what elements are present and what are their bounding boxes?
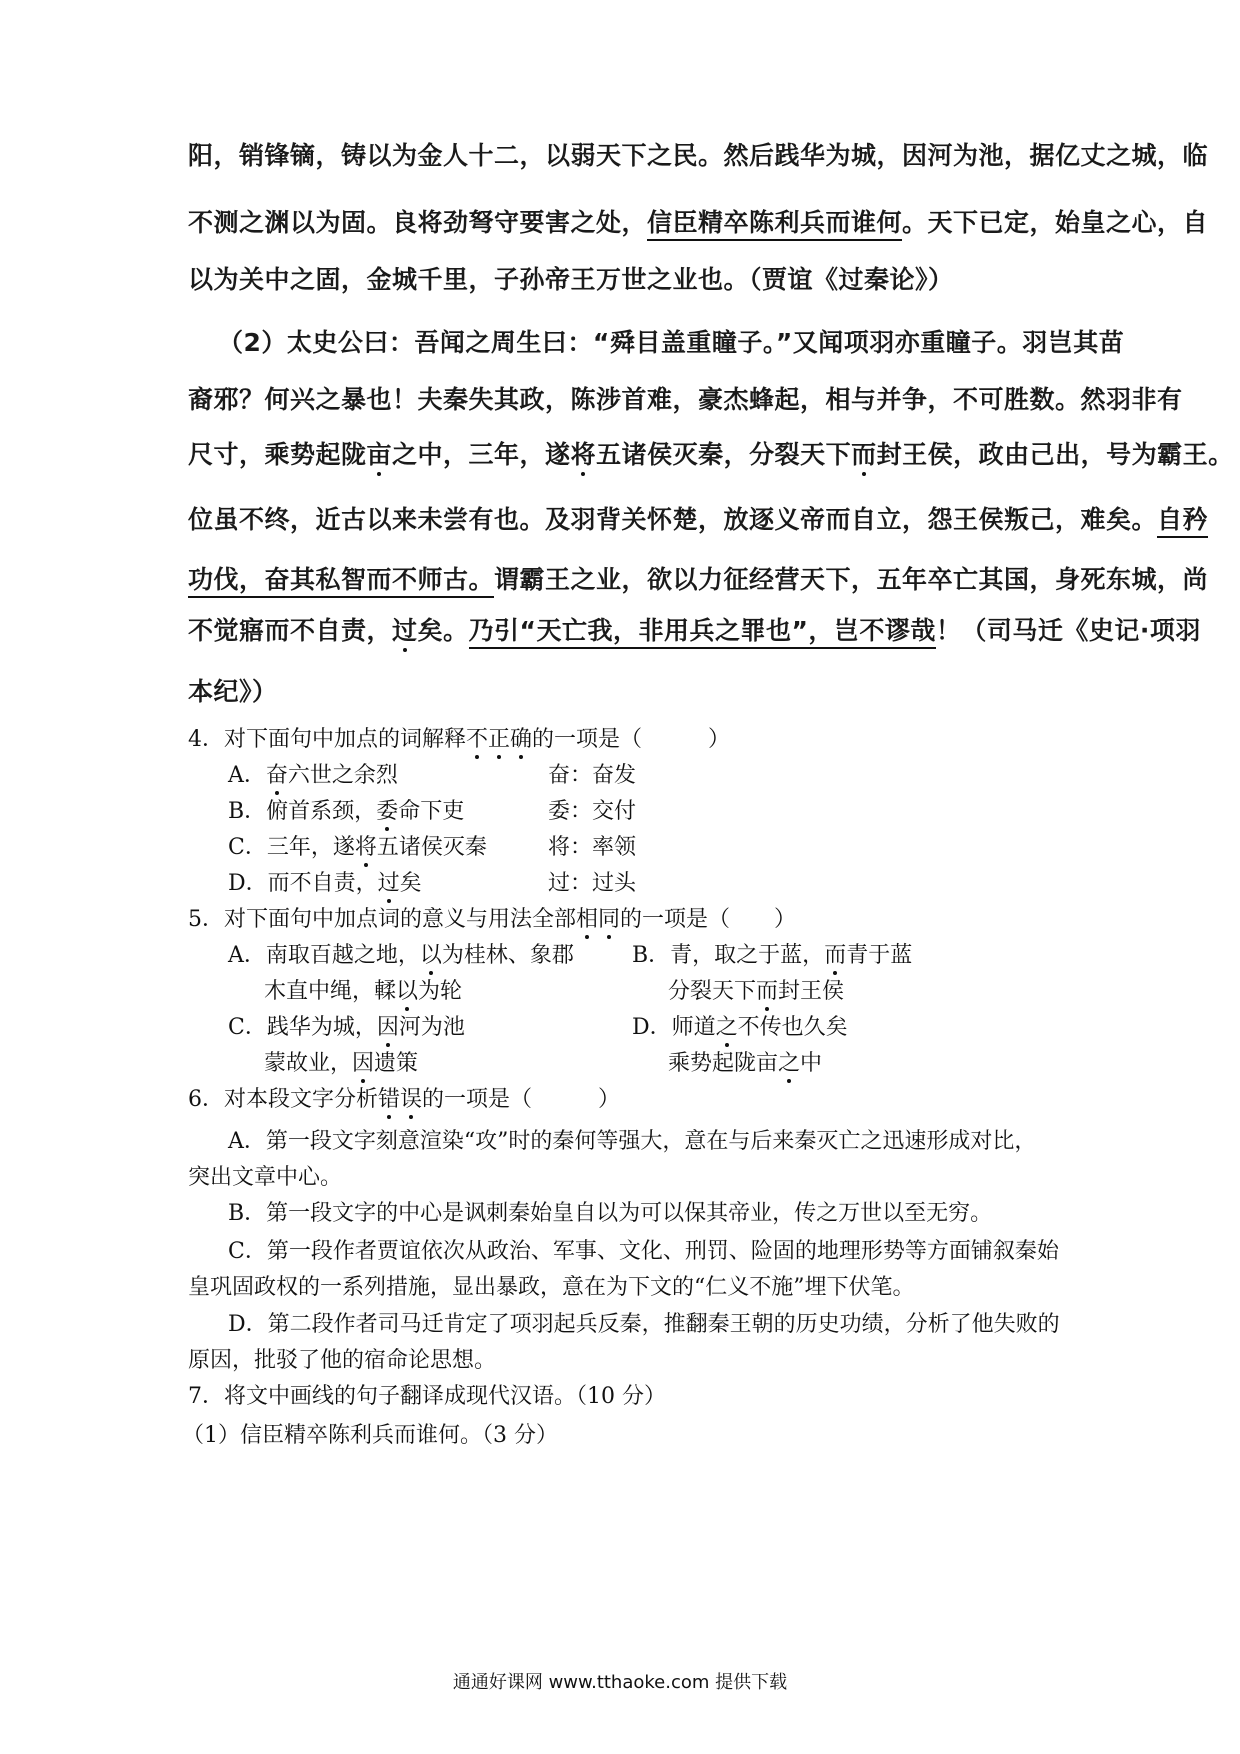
q6-option-a-line1: A．第一段文字刻意渲染“攻”时的秦何等强大，意在与后来秦灭亡之迅速形成对比， — [228, 1129, 1037, 1154]
text: 的一项是（ ） — [532, 727, 731, 752]
question-7-sub1: （1）信臣精卒陈利兵而谁何。（3 分） — [182, 1423, 558, 1448]
text: 不觉寤而不自责， — [188, 616, 393, 645]
question-4-stem — [188, 722, 730, 753]
underlined-sentence: 乃引“天亡我，非用兵之罪也”，岂不谬哉 — [469, 616, 936, 649]
text: 矣。 — [417, 616, 469, 645]
dotted-word: 确 — [510, 727, 533, 752]
text: 尺寸，乘势起陇 — [188, 440, 367, 469]
q4-option-c: C．三年，遂将五诸侯灭秦 — [228, 835, 487, 860]
passage-line: 裔邪？何兴之暴也！夫秦失其政，陈涉首难，豪杰蜂起，相与并争，不可胜数。然羽非有 — [188, 385, 1183, 414]
passage-line — [188, 560, 1208, 596]
dotted-word: 不 — [466, 727, 489, 752]
q4-option-d-explanation: 过：过头 — [548, 871, 637, 896]
text: 4．对下面句中加点的词解释 — [188, 727, 466, 752]
passage-line: 以为关中之固，金城千里，子孙帝王万世之业也。（贾谊《过秦论》） — [188, 265, 954, 294]
passage-line: （2）太史公曰：吾闻之周生曰：“舜目盖重瞳子。”又闻项羽亦重瞳子。羽岂其苗 — [218, 328, 1125, 357]
q5-option-b-line1: B．青，取之于蓝，而青于蓝 — [632, 943, 913, 968]
q4-option-d: D．而不自责，过矣 — [228, 871, 422, 896]
q4-option-a: A．奋六世之余烈 — [228, 763, 398, 788]
q6-option-d-line2: 原因，批驳了他的宿命论思想。 — [188, 1348, 497, 1373]
text: 不测之渊以为固。良将劲弩守要害之处， — [188, 208, 648, 237]
dotted-word: 过 — [392, 616, 418, 645]
text: ！（司马迁《史记·项羽 — [935, 616, 1201, 645]
text: 之中，三年，遂 — [392, 440, 571, 469]
q5-option-d-line2: 乘势起陇亩之中 — [668, 1051, 823, 1076]
q6-option-a-line2: 突出文章中心。 — [188, 1165, 343, 1190]
q5-option-a-line2: 木直中绳，輮以为轮 — [264, 979, 463, 1004]
page-footer: 通通好课网 www.tthaoke.com 提供下载 — [452, 1672, 788, 1693]
text: 五诸侯灭秦，分裂天下 — [596, 440, 852, 469]
q4-option-b-explanation: 委：交付 — [548, 799, 637, 824]
q4-option-c-explanation: 将：率领 — [548, 835, 637, 860]
text: 位虽不终，近古以来未尝有也。及羽背关怀楚，放逐义帝而自立，怨王侯叛己，难矣。 — [188, 505, 1158, 534]
q5-option-b-line2: 分裂天下而封王侯 — [668, 979, 845, 1004]
passage-line: 阳，销锋镝，铸以为金人十二，以弱天下之民。然后践华为城，因河为池，据亿丈之城，临 — [188, 141, 1209, 170]
question-6-stem: 6．对本段文字分析错误的一项是（ ） — [188, 1087, 621, 1112]
text: 封王侯，政由己出，号为霸王。 — [876, 440, 1234, 469]
passage-line — [188, 611, 1201, 647]
q4-option-a-explanation: 奋：奋发 — [548, 763, 637, 788]
dotted-word: 亩 — [366, 440, 393, 469]
question-5-stem: 5．对下面句中加点词的意义与用法全部相同的一项是（ ） — [188, 907, 797, 932]
passage-line — [188, 435, 1234, 471]
question-7-stem: 7．将文中画线的句子翻译成现代汉语。（10 分） — [188, 1384, 666, 1409]
q5-option-c-line2: 蒙故业，因遗策 — [264, 1051, 419, 1076]
q5-option-d-line1: D．师道之不传也久矣 — [632, 1015, 848, 1040]
dotted-word: 而 — [851, 440, 877, 469]
q6-option-c-line2: 皇巩固政权的一系列措施，显出暴政，意在为下文的“仁义不施”埋下伏笔。 — [188, 1275, 915, 1300]
q6-option-c-line1: C．第一段作者贾谊依次从政治、军事、文化、刑罚、险固的地理形势等方面铺叙秦始 — [228, 1239, 1059, 1264]
underlined-sentence: 功伐，奋其私智而不师古。 — [188, 565, 494, 598]
passage-line — [188, 500, 1208, 536]
dotted-word: 将 — [570, 440, 597, 469]
passage-line: 本纪》） — [188, 677, 278, 706]
q6-option-d-line1: D．第二段作者司马迁肯定了项羽起兵反秦，推翻秦王朝的历史功绩，分析了他失败的 — [228, 1312, 1060, 1337]
dotted-word: 正 — [488, 727, 511, 752]
underlined-sentence: 自矜 — [1157, 505, 1208, 538]
q5-option-a-line1: A．南取百越之地，以为桂林、象郡 — [228, 943, 574, 968]
q5-option-c-line1: C．践华为城，因河为池 — [228, 1015, 465, 1040]
text: 谓霸王之业，欲以力征经营天下，五年卒亡其国，身死东城，尚 — [494, 565, 1209, 594]
q4-option-b: B．俯首系颈，委命下吏 — [228, 799, 465, 824]
text: 。天下已定，始皇之心，自 — [902, 208, 1209, 237]
passage-line — [188, 203, 1208, 239]
q6-option-b: B．第一段文字的中心是讽刺秦始皇自以为可以保其帝业，传之万世以至无穷。 — [228, 1201, 993, 1226]
underlined-sentence: 信臣精卒陈利兵而谁何 — [647, 208, 902, 241]
